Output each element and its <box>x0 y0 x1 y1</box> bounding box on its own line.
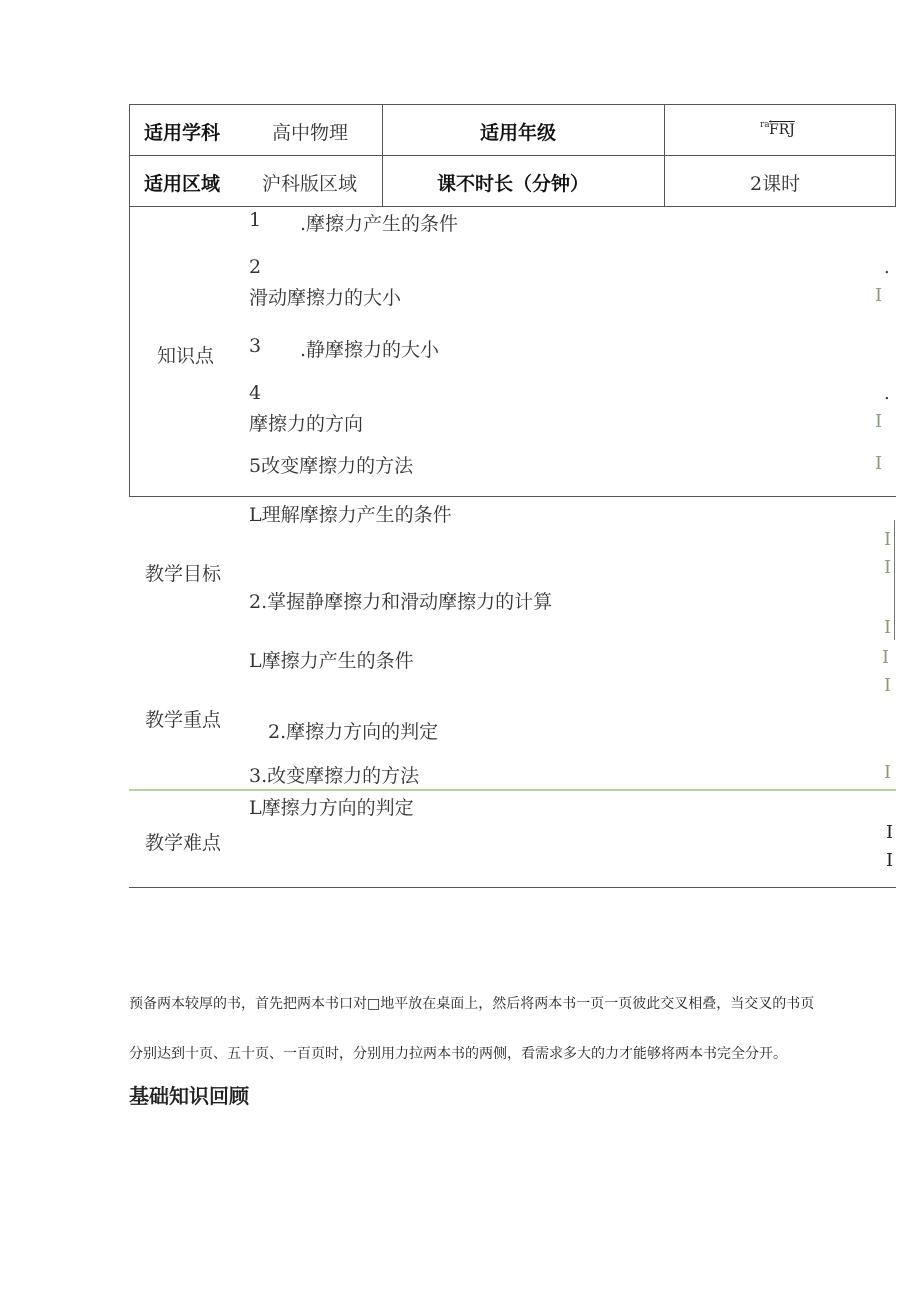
margin-mark: I <box>886 850 894 871</box>
duration-value: 2课时 <box>750 173 801 195</box>
knowledge-item-4-text: 摩擦力的方向 <box>249 413 364 435</box>
key-point-item-1: L摩擦力产生的条件 <box>249 650 414 672</box>
goals-label: 教学目标 <box>145 563 222 585</box>
knowledge-item-3-num: 3 <box>249 335 262 357</box>
margin-mark: I <box>875 285 883 306</box>
knowledge-label: 知识点 <box>157 345 215 367</box>
margin-mark: I <box>884 675 892 696</box>
intro-line-2: 分别达到十页、五十页、一百页时，分别用力拉两本书的两侧，看需求多大的力才能够将两本书完全分开。 <box>129 1046 787 1062</box>
subject-label: 适用学科 <box>144 122 221 144</box>
key-point-item-2: 2.摩擦力方向的判定 <box>268 721 439 743</box>
margin-mark: I <box>884 617 892 638</box>
grade-value-superscript: ra' <box>760 120 773 130</box>
margin-mark: I <box>884 557 892 578</box>
margin-mark: I <box>875 411 883 432</box>
margin-mark: I <box>886 822 894 843</box>
goals-item-2: 2.掌握静摩擦力和滑动摩擦力的计算 <box>249 591 553 613</box>
region-value: 沪科版区域 <box>262 173 358 195</box>
knowledge-item-2-text: 滑动摩擦力的大小 <box>249 287 402 309</box>
region-label: 适用区域 <box>144 173 221 195</box>
key-point-item-3: 3.改变摩擦力的方法 <box>249 765 420 787</box>
margin-dot: . <box>884 383 890 404</box>
intro-line-1: 预备两本较厚的书，首先把两本书口对□地平放在桌面上，然后将两本书一页一页彼此交叉相叠，当交叉的书页 <box>129 996 815 1012</box>
grade-label: 适用年级 <box>480 122 557 144</box>
knowledge-item-2-num: 2 <box>249 256 262 278</box>
knowledge-item-1-text: .摩擦力产生的条件 <box>300 213 459 235</box>
key-points-label: 教学重点 <box>145 709 222 731</box>
knowledge-item-3-text: .静摩擦力的大小 <box>300 339 440 361</box>
subject-value: 高中物理 <box>272 122 349 144</box>
grade-value: $\overline{FRJ}$ <box>769 122 795 138</box>
difficulties-label: 教学难点 <box>145 832 222 854</box>
duration-label: 课不时长（分钟） <box>437 173 590 195</box>
section-heading: 基础知识回顾 <box>129 1084 249 1108</box>
margin-mark: I <box>875 453 883 474</box>
knowledge-item-5-text: 5改变摩擦力的方法 <box>249 455 414 477</box>
knowledge-item-1-num: 1 <box>249 209 262 231</box>
difficulty-item-1: L摩擦力方向的判定 <box>249 797 414 819</box>
margin-dot: . <box>884 257 890 278</box>
margin-mark: I <box>884 762 892 783</box>
margin-mark: I <box>882 647 890 668</box>
knowledge-item-4-num: 4 <box>249 382 262 404</box>
goals-item-1: L理解摩擦力产生的条件 <box>249 504 452 526</box>
margin-mark: I <box>884 529 892 550</box>
